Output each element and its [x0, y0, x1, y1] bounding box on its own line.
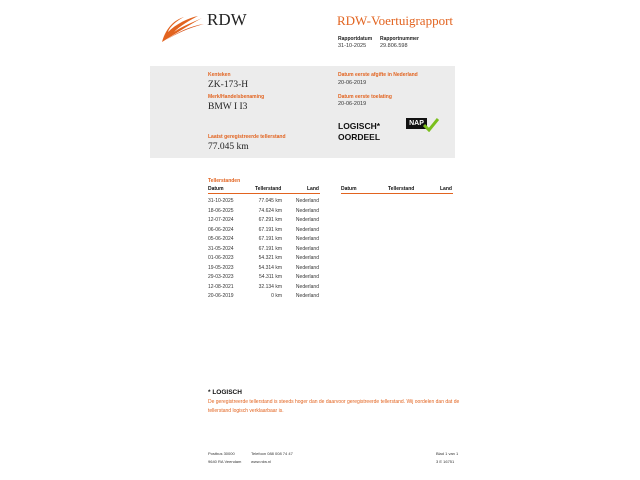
odometer-label: Laatst geregistreerde tellerstand: [208, 134, 286, 140]
row-odometer: 77.045 km: [258, 198, 282, 204]
verdict: [338, 121, 380, 143]
footer-address-2: 9640 RA Veendam: [208, 459, 242, 464]
row-date: 12-08-2021: [208, 283, 234, 290]
row-odometer: 54.314 km: [258, 264, 282, 271]
row-odometer: 67.191 km: [258, 226, 282, 233]
row-odometer: 54.321 km: [258, 255, 282, 261]
table-row: [208, 217, 320, 226]
row-odometer: 67.291 km: [258, 217, 282, 223]
table-row: [208, 208, 320, 217]
rdw-logo-icon: [160, 14, 206, 44]
table-row: [208, 265, 320, 274]
row-country: Nederland: [295, 283, 319, 290]
footer-address-1: Postbus 30000: [208, 451, 235, 456]
footer-phone: Telefoon 088 008 74 47: [251, 451, 293, 456]
table-rule-right: [341, 193, 453, 194]
plate-label: Kenteken: [208, 72, 231, 78]
row-country: Nederland: [295, 226, 319, 233]
table-row: [208, 227, 320, 236]
verdict-line-2: OORDEEL: [338, 132, 381, 142]
report-title: RDW-Voertuigrapport: [337, 13, 454, 28]
row-odometer: 54.311 km: [259, 274, 282, 280]
row-odometer: 67.191 km: [258, 245, 282, 252]
table-rule-left: [208, 193, 320, 194]
footer-web: www.rdw.nl: [251, 459, 272, 464]
check-icon: [423, 118, 439, 132]
row-odometer: 0 km: [271, 293, 282, 299]
first-admission-label: Datum eerste toelating: [338, 94, 392, 100]
footnote-title: * LOGISCH: [208, 389, 242, 396]
row-date: 31-10-2025: [208, 198, 234, 204]
row-country: Nederland: [295, 236, 319, 242]
nap-badge: [406, 118, 438, 132]
make-value: BMW I I3: [208, 102, 248, 112]
readings-title: Tellerstanden: [208, 178, 241, 184]
row-odometer: 67.191 km: [258, 236, 282, 242]
table-row: [208, 236, 320, 245]
vehicle-summary-panel: [150, 66, 455, 158]
nap-badge-text: NAP: [406, 118, 427, 129]
row-odometer: 32.134 km: [258, 283, 282, 290]
verdict-line-1: LOGISCH*: [338, 121, 381, 131]
col-header-date: Datum: [208, 186, 224, 192]
col-header-country-2: Land: [440, 186, 452, 192]
row-country: Nederland: [295, 293, 319, 299]
row-country: Nederland: [295, 198, 319, 204]
table-row: [208, 293, 320, 302]
row-date: 31-05-2024: [208, 245, 234, 252]
row-date: 18-06-2025: [208, 207, 234, 214]
table-row: [208, 255, 320, 264]
row-country: Nederland: [295, 274, 319, 280]
footer-code: 3 E 16751: [436, 459, 455, 464]
first-registration-nl-value: 20-06-2019: [338, 80, 367, 86]
report-date-value: 31-10-2025: [338, 43, 367, 49]
odometer-value: 77.045 km: [208, 142, 249, 152]
table-row: [208, 246, 320, 255]
brand-name: RDW: [207, 10, 247, 29]
row-country: Nederland: [295, 217, 319, 223]
col-header-odometer: Tellerstand: [255, 186, 282, 192]
report-number-value: 29.806.598: [380, 43, 408, 49]
make-label: Merk/Handelsbenaming: [208, 94, 265, 100]
row-date: 20-06-2019: [208, 293, 234, 299]
row-country: Nederland: [295, 207, 319, 214]
row-date: 29-03-2023: [208, 274, 234, 280]
footnote-text: De geregistreerde tellerstand is steeds hoger dan de daarvoor geregistreerde tellerstand. Wij oordelen dan dat de tellerstand logisch verklaarbaar is.: [208, 399, 460, 414]
report-date-label: Rapportdatum: [338, 36, 373, 42]
row-date: 01-06-2023: [208, 255, 234, 261]
row-odometer: 74.624 km: [258, 207, 282, 214]
plate-value: ZK-173-H: [208, 80, 249, 90]
row-date: 06-06-2024: [208, 226, 234, 233]
row-country: Nederland: [295, 264, 319, 271]
row-country: Nederland: [295, 245, 319, 252]
first-admission-value: 20-06-2019: [338, 101, 367, 107]
footer-page: Blad 1 van 1: [436, 451, 459, 456]
first-registration-nl-label: Datum eerste afgifte in Nederland: [338, 72, 418, 78]
table-row: [208, 274, 320, 283]
col-header-date-2: Datum: [341, 186, 357, 192]
table-row: [208, 284, 320, 293]
row-date: 19-05-2023: [208, 264, 234, 271]
row-country: Nederland: [295, 255, 319, 261]
row-date: 12-07-2024: [208, 217, 234, 223]
col-header-country: Land: [307, 186, 319, 192]
report-number-label: Rapportnummer: [380, 36, 419, 42]
col-header-odometer-2: Tellerstand: [388, 186, 415, 192]
table-row: [208, 198, 320, 207]
row-date: 05-06-2024: [208, 236, 234, 242]
